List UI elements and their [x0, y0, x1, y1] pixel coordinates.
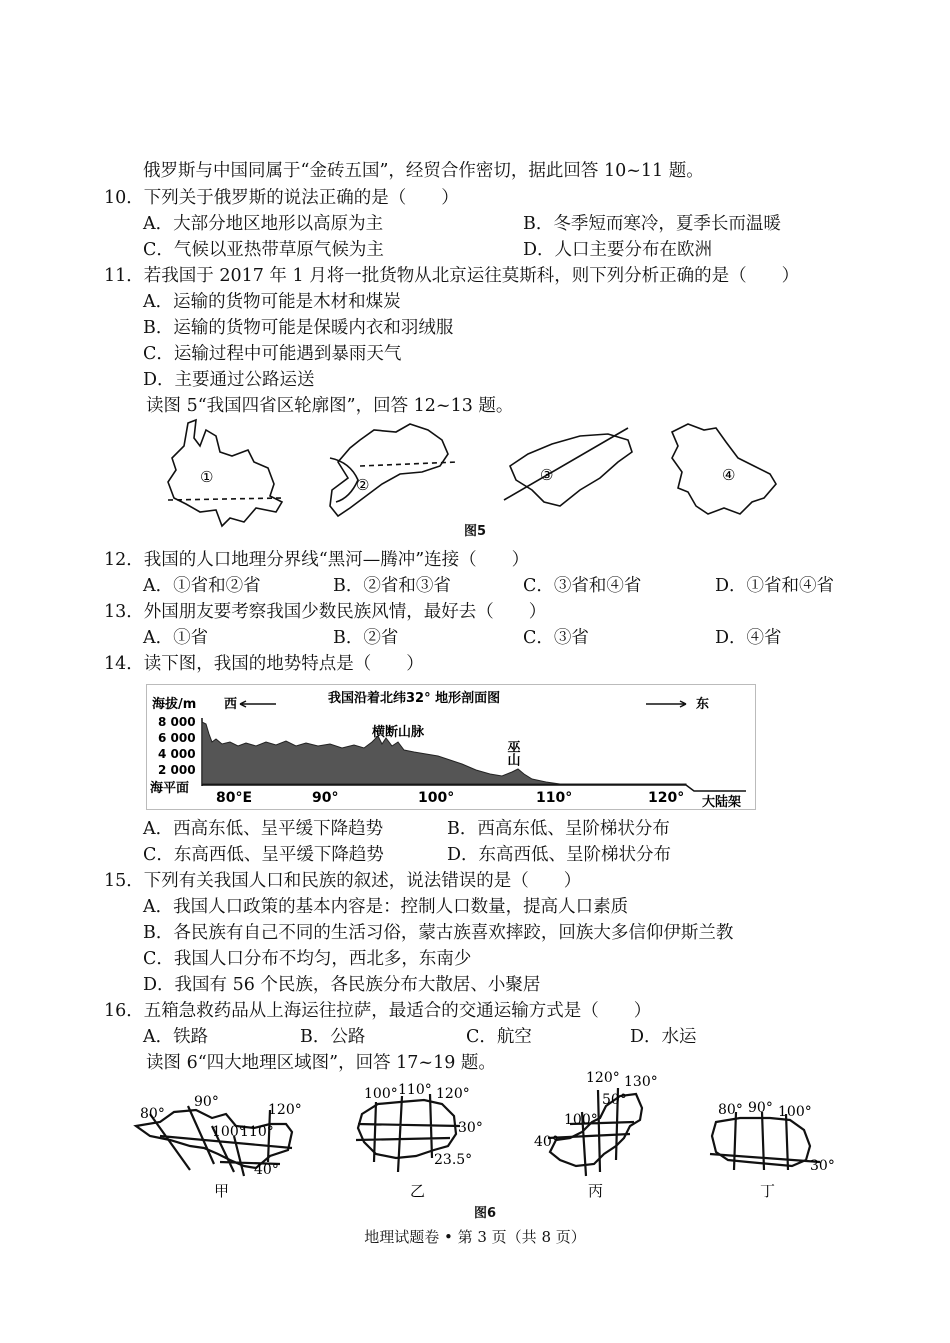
- ding-label-30: 30°: [810, 1158, 835, 1174]
- jia-label-100: 100°: [212, 1124, 246, 1140]
- q16-option-c: C．航空: [466, 1027, 532, 1047]
- label-3: ③: [540, 466, 554, 484]
- xtick-110: 110°: [536, 790, 573, 806]
- q10-option-c: C．气候以亚热带草原气候为主: [143, 240, 384, 260]
- q10-option-a: A．大部分地区地形以高原为主: [143, 214, 384, 234]
- jia-label-110: 110°: [240, 1124, 274, 1140]
- q14-option-a: A．西高东低、呈平缓下降趋势: [143, 819, 384, 839]
- ding-label-80: 80°: [718, 1102, 743, 1118]
- y-axis-label: 海拔/m: [152, 697, 197, 712]
- ytick-8000: 8 000: [158, 715, 196, 729]
- sea-level-label: 海平面: [150, 781, 190, 796]
- bing-label-50: 50°: [602, 1092, 627, 1108]
- xtick-90: 90°: [312, 790, 339, 806]
- q13-option-b: B．②省: [333, 628, 399, 648]
- q10-option-d: D．人口主要分布在欧洲: [523, 240, 713, 260]
- jia-label-90: 90°: [194, 1094, 219, 1110]
- yi-label-30: 30°: [458, 1120, 483, 1136]
- ding-label-90: 90°: [748, 1100, 773, 1116]
- region-bing-outline: [550, 1094, 642, 1166]
- region-jia-name: 甲: [214, 1182, 230, 1200]
- region-ding-name: 丁: [760, 1182, 776, 1200]
- q14-option-c: C．东高西低、呈平缓下降趋势: [143, 845, 384, 865]
- province-1-outline: [168, 420, 282, 526]
- jia-label-80: 80°: [140, 1106, 165, 1122]
- q16-option-a: A．铁路: [143, 1027, 209, 1047]
- ytick-4000: 4 000: [158, 747, 196, 761]
- east-label: 东: [696, 697, 710, 712]
- q15-option-a: A．我国人口政策的基本内容是：控制人口数量，提高人口素质: [143, 897, 629, 917]
- yi-label-100: 100°: [364, 1086, 398, 1102]
- ding-label-100: 100°: [778, 1104, 812, 1120]
- shelf-label: 大陆架: [702, 795, 742, 810]
- intro-10-11: 俄罗斯与中国同属于“金砖五国”，经贸合作密切，据此回答 10~11 题。: [143, 161, 704, 181]
- q11-option-d: D．主要通过公路运送: [143, 370, 315, 390]
- q15-option-c: C．我国人口分布不均匀，西北多，东南少: [143, 949, 472, 969]
- bing-label-120: 120°: [586, 1070, 620, 1086]
- xtick-100: 100°: [418, 790, 455, 806]
- q15-option-b: B．各民族有自己不同的生活习俗，蒙古族喜欢摔跤，回族大多信仰伊斯兰教: [143, 923, 734, 943]
- region-bing-name: 丙: [588, 1182, 604, 1200]
- q12-option-b: B．②省和③省: [333, 576, 451, 596]
- yi-label-110: 110°: [398, 1082, 432, 1098]
- bing-label-130: 130°: [624, 1074, 658, 1090]
- intro-17-19: 读图 6“四大地理区域图”，回答 17~19 题。: [146, 1053, 496, 1073]
- q13-option-a: A．①省: [143, 628, 209, 648]
- q13-option-d: D．④省: [715, 628, 782, 648]
- q14-option-b: B．西高东低、呈阶梯状分布: [447, 819, 670, 839]
- figure-6-caption: 图6: [474, 1206, 497, 1221]
- yi-label-23-5: 23.5°: [434, 1152, 473, 1168]
- figure-5-caption: 图5: [464, 524, 487, 539]
- q16-option-d: D．水运: [630, 1027, 697, 1047]
- q13-option-c: C．③省: [523, 628, 589, 648]
- q12-option-a: A．①省和②省: [143, 576, 261, 596]
- q12-option-c: C．③省和④省: [523, 576, 642, 596]
- q12-option-d: D．①省和④省: [715, 576, 835, 596]
- hengduan-label: 横断山脉: [372, 725, 425, 740]
- ytick-6000: 6 000: [158, 731, 196, 745]
- q11-option-b: B．运输的货物可能是保暖内衣和羽绒服: [143, 318, 454, 338]
- q14-stem: 14．读下图，我国的地势特点是（ ）: [104, 654, 424, 674]
- yi-label-120: 120°: [436, 1086, 470, 1102]
- wushan-label: 巫山: [504, 740, 520, 766]
- west-label: 西: [224, 697, 238, 712]
- terrain-profile-figure: [146, 684, 756, 810]
- label-2: ②: [356, 476, 370, 494]
- q15-option-d: D．我国有 56 个民族，各民族分布大散居、小聚居: [143, 975, 541, 995]
- ytick-2000: 2 000: [158, 763, 196, 777]
- q11-stem: 11．若我国于 2017 年 1 月将一批货物从北京运往莫斯科，则下列分析正确的是（ ）: [104, 266, 800, 286]
- q16-stem: 16．五箱急救药品从上海运往拉萨，最适合的交通运输方式是（ ）: [104, 1001, 652, 1021]
- q16-option-b: B．公路: [300, 1027, 366, 1047]
- bing-label-40: 40°: [534, 1134, 559, 1150]
- figure-6-four-regions: [130, 1066, 850, 1206]
- q11-option-c: C．运输过程中可能遇到暴雨天气: [143, 344, 402, 364]
- jia-label-40: 40°: [254, 1162, 279, 1178]
- q12-stem: 12．我国的人口地理分界线“黑河—腾冲”连接（ ）: [104, 550, 530, 570]
- q14-option-d: D．东高西低、呈阶梯状分布: [447, 845, 672, 865]
- xtick-120: 120°: [648, 790, 685, 806]
- page-footer: 地理试题卷 • 第 3 页（共 8 页）: [364, 1228, 586, 1246]
- region-yi-name: 乙: [410, 1182, 426, 1200]
- profile-title: 我国沿着北纬32° 地形剖面图: [328, 691, 501, 706]
- bing-label-100: 100°: [564, 1112, 598, 1128]
- q11-option-a: A．运输的货物可能是木材和煤炭: [143, 292, 401, 312]
- jia-label-120: 120°: [268, 1102, 302, 1118]
- q13-stem: 13．外国朋友要考察我国少数民族风情，最好去（ ）: [104, 602, 547, 622]
- province-2-outline: [330, 424, 448, 516]
- label-1: ①: [200, 468, 214, 486]
- q15-stem: 15．下列有关我国人口和民族的叙述，说法错误的是（ ）: [104, 871, 582, 891]
- intro-12-13: 读图 5“我国四省区轮廓图”，回答 12~13 题。: [146, 396, 514, 416]
- region-yi-outline: [358, 1100, 456, 1158]
- province-3-outline: [510, 434, 632, 506]
- xtick-80: 80°E: [216, 790, 253, 806]
- q10-stem: 10．下列关于俄罗斯的说法正确的是（ ）: [104, 188, 459, 208]
- q10-option-b: B．冬季短而寒冷，夏季长而温暖: [523, 214, 781, 234]
- label-4: ④: [722, 466, 736, 484]
